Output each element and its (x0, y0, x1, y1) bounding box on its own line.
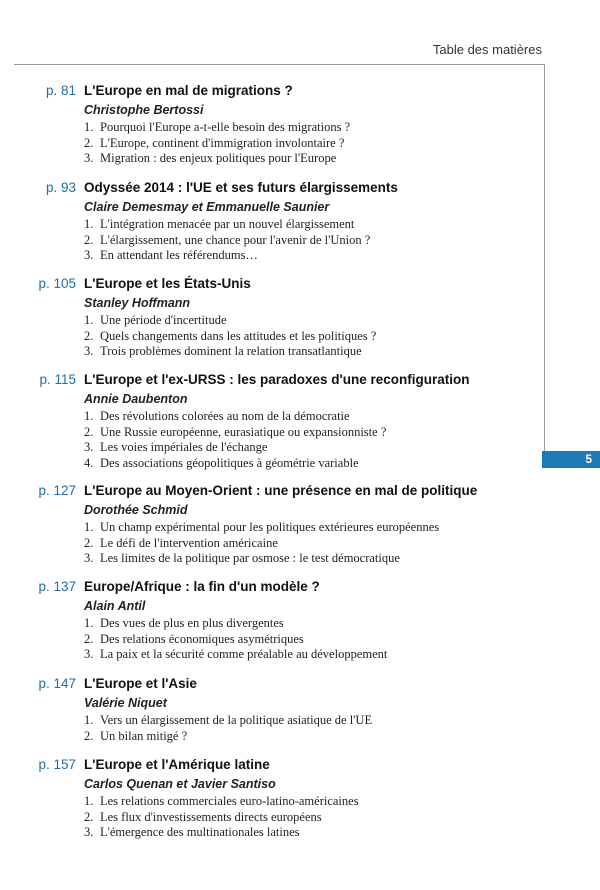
toc-entry (0, 275, 545, 360)
toc-subsection-number: 1. (84, 120, 94, 134)
page-header-title: Table des matières (432, 42, 542, 57)
toc-subsection-text: Des associations géopolitiques à géométrie variable (100, 455, 359, 470)
toc-subsection-item (84, 520, 545, 536)
toc-subsection-list (84, 120, 545, 167)
toc-subsection-text: Une période d'incertitude (100, 313, 227, 327)
toc-subsection-item (84, 647, 545, 663)
header-rule-horizontal (14, 64, 544, 65)
toc-subsection-number: 2. (84, 535, 94, 550)
toc-subsection-text: Un bilan mitigé ? (100, 728, 188, 743)
toc-subsection-list (84, 794, 545, 841)
toc-subsection-text: Migration : des enjeux politiques pour l'Europe (100, 151, 337, 165)
toc-entry-header (0, 482, 545, 502)
toc-entry-header (0, 371, 545, 391)
toc-subsection-number: 1. (84, 520, 94, 534)
toc-subsection-number: 2. (84, 728, 94, 743)
toc-subsection-text: En attendant les référendums… (100, 248, 258, 262)
toc-subsection-number: 1. (84, 616, 94, 630)
toc-subsection-text: Pourquoi l'Europe a-t-elle besoin des migrations ? (100, 120, 351, 134)
toc-subsection-item (84, 151, 545, 167)
toc-subsection-item (84, 551, 545, 567)
toc-page-number: p. 137 (38, 579, 76, 594)
toc-entry-header (0, 675, 545, 695)
toc-page-number: p. 105 (38, 276, 76, 291)
toc-subsection-list (84, 313, 545, 360)
toc-subsection-list (84, 217, 545, 264)
toc-subsection-text: Vers un élargissement de la politique asiatique de l'UE (100, 713, 373, 727)
toc-author: Carlos Quenan et Javier Santiso (84, 777, 276, 791)
toc-subsection-text: Les flux d'investissements directs européens (100, 809, 322, 824)
toc-chapter-title: L'Europe et l'ex-URSS : les paradoxes d'une reconfiguration (84, 372, 470, 387)
toc-entry (0, 371, 545, 471)
toc-subsection-number: 1. (84, 713, 94, 727)
toc-subsection-item (84, 136, 545, 152)
toc-subsection-item (84, 729, 545, 745)
toc-subsection-number: 1. (84, 409, 94, 423)
toc-entry-header (0, 82, 545, 102)
toc-entry (0, 675, 545, 744)
toc-subsection-text: La paix et la sécurité comme préalable au développement (100, 647, 388, 661)
toc-subsection-number: 2. (84, 809, 94, 824)
toc-entry-header (0, 578, 545, 598)
toc-chapter-title: L'Europe en mal de migrations ? (84, 83, 293, 98)
toc-subsection-text: Quels changements dans les attitudes et les politiques ? (100, 328, 377, 343)
toc-subsection-text: Un champ expérimental pour les politiques extérieures européennes (100, 520, 440, 534)
toc-author: Valérie Niquet (84, 696, 167, 710)
toc-subsection-number: 1. (84, 794, 94, 808)
toc-author: Christophe Bertossi (84, 103, 204, 117)
toc-subsection-item (84, 233, 545, 249)
toc-page-number: p. 81 (45, 83, 76, 98)
toc-subsection-text: L'intégration menacée par un nouvel élargissement (100, 217, 355, 231)
toc-subsection-text: Les relations commerciales euro-latino-américaines (100, 794, 359, 808)
toc-subsection-item (84, 344, 545, 360)
toc-entry (0, 756, 545, 841)
toc-page-number: p. 115 (39, 372, 76, 387)
toc-chapter-title: L'Europe et les États-Unis (84, 276, 251, 291)
toc-subsection-item (84, 440, 545, 456)
toc-chapter-title: Odyssée 2014 : l'UE et ses futurs élargissements (84, 180, 398, 195)
toc-entry-header (0, 756, 545, 776)
toc-subsection-list (84, 616, 545, 663)
toc-subsection-text: L'émergence des multinationales latines (100, 825, 300, 839)
toc-subsection-number: 1. (84, 217, 94, 231)
toc-subsection-item (84, 825, 545, 841)
toc-page-number: p. 157 (38, 757, 76, 772)
toc-entry (0, 578, 545, 663)
toc-entry-header (0, 179, 545, 199)
toc-subsection-text: Des révolutions colorées au nom de la démocratie (100, 409, 350, 423)
toc-subsection-item (84, 456, 545, 472)
toc-subsection-item (84, 536, 545, 552)
toc-subsection-item (84, 329, 545, 345)
toc-subsection-number: 3. (84, 551, 94, 565)
toc-entry-header (0, 275, 545, 295)
toc-subsection-item (84, 313, 545, 329)
toc-subsection-list (84, 520, 545, 567)
toc-subsection-text: Trois problèmes dominent la relation transatlantique (100, 344, 362, 358)
toc-author: Dorothée Schmid (84, 503, 188, 517)
page-number-tab: 5 (542, 451, 600, 468)
toc-subsection-text: L'Europe, continent d'immigration involontaire ? (100, 135, 345, 150)
toc-subsection-text: Les voies impériales de l'échange (100, 440, 268, 454)
toc-subsection-item (84, 616, 545, 632)
toc-chapter-title: L'Europe au Moyen-Orient : une présence en mal de politique (84, 483, 478, 498)
toc-subsection-item (84, 713, 545, 729)
toc-entry (0, 82, 545, 167)
toc-page-number: p. 93 (45, 180, 76, 195)
toc-page-number: p. 127 (38, 483, 76, 498)
toc-chapter-title: Europe/Afrique : la fin d'un modèle ? (84, 579, 320, 594)
toc-subsection-text: L'élargissement, une chance pour l'avenir de l'Union ? (100, 232, 371, 247)
toc-subsection-number: 2. (84, 135, 94, 150)
toc-subsection-item (84, 409, 545, 425)
toc-subsection-number: 3. (84, 440, 94, 454)
toc-subsection-item (84, 217, 545, 233)
toc-author: Claire Demesmay et Emmanuelle Saunier (84, 200, 330, 214)
toc-author: Stanley Hoffmann (84, 296, 191, 310)
toc-subsection-item (84, 794, 545, 810)
toc-subsection-item (84, 810, 545, 826)
toc-subsection-text: Une Russie européenne, eurasiatique ou expansionniste ? (100, 424, 387, 439)
toc-author: Annie Daubenton (84, 392, 188, 406)
toc-subsection-text: Le défi de l'intervention américaine (100, 535, 278, 550)
toc-subsection-number: 3. (84, 825, 94, 839)
toc-entry (0, 179, 545, 264)
toc-subsection-text: Les limites de la politique par osmose : le test démocratique (100, 551, 400, 565)
toc-subsection-item (84, 120, 545, 136)
toc-subsection-number: 2. (84, 631, 94, 646)
toc-subsection-number: 3. (84, 151, 94, 165)
toc-subsection-text: Des relations économiques asymétriques (100, 631, 304, 646)
toc-subsection-item (84, 632, 545, 648)
toc-subsection-item (84, 425, 545, 441)
toc-subsection-list (84, 713, 545, 744)
toc-subsection-number: 3. (84, 344, 94, 358)
toc-subsection-number: 3. (84, 647, 94, 661)
toc-author: Alain Antil (84, 599, 146, 613)
toc-subsection-number: 3. (84, 248, 94, 262)
toc-page-number: p. 147 (38, 676, 76, 691)
toc-subsection-list (84, 409, 545, 471)
toc-subsection-number: 2. (84, 424, 94, 439)
toc-chapter-title: L'Europe et l'Asie (84, 676, 197, 691)
toc-subsection-number: 4. (84, 455, 94, 470)
toc-subsection-item (84, 248, 545, 264)
toc-subsection-text: Des vues de plus en plus divergentes (100, 616, 284, 630)
toc-subsection-number: 1. (84, 313, 94, 327)
toc-entry (0, 482, 545, 567)
toc-chapter-title: L'Europe et l'Amérique latine (84, 757, 270, 772)
toc-subsection-number: 2. (84, 328, 94, 343)
toc-subsection-number: 2. (84, 232, 94, 247)
